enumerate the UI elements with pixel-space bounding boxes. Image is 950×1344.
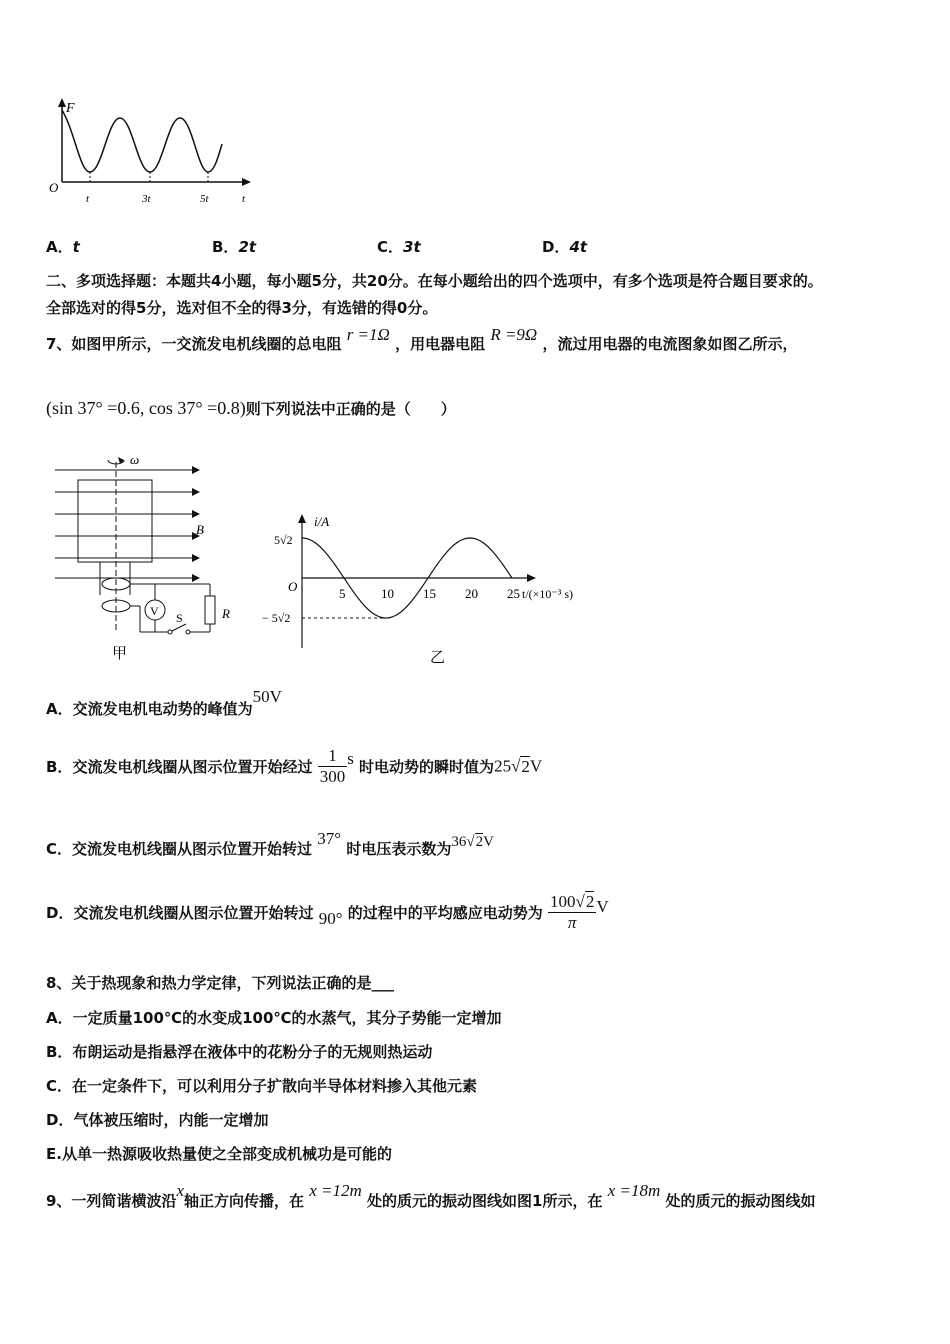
x-tick-label: 15	[423, 586, 436, 601]
q7-stem: 7、如图甲所示，一交流发电机线圈的总电阻 r =1Ω ，用电器电阻 R =9Ω ，流过用电器的电流图象如图乙所示，	[46, 325, 798, 353]
x-tick-label: 25	[507, 586, 520, 601]
generator-circuit-figure	[50, 450, 250, 665]
f-tick: 3t	[142, 193, 151, 205]
q9-stem: 9、一列简谐横波沿x轴正方向传播，在 x =12m 处的质元的振动图线如图1所示，在 x =18m 处的质元的振动图线如	[46, 1181, 816, 1210]
q8-stem: 8、关于热现象和热力学定律，下列说法正确的是___	[46, 974, 394, 992]
x-tick-label: 10	[381, 586, 394, 601]
q7-option-b[interactable]: B．交流发电机线圈从图示位置开始经过 $\frac{1}{300}$ s 时电动势的瞬时值为25√2V	[46, 746, 543, 786]
f-origin: O	[49, 180, 59, 195]
f-tick: 5t	[200, 193, 209, 205]
q8-option-b[interactable]: B．布朗运动是指悬浮在液体中的花粉分子的无规则热运动	[46, 1043, 433, 1061]
b-field-label: B	[196, 522, 204, 537]
resistor-label: R	[222, 606, 230, 621]
x-tick-label: 5	[339, 586, 346, 601]
q7-given: (sin 37° =0.6, cos 37° =0.8)则下列说法中正确的是（ ）	[46, 398, 456, 418]
option-a[interactable]: A．t	[46, 238, 80, 256]
f-curve	[62, 110, 222, 172]
force-time-graph	[40, 92, 270, 212]
q8-option-c[interactable]: C．在一定条件下，可以利用分子扩散向半导体材料掺入其他元素	[46, 1077, 478, 1095]
omega-label: ω	[130, 452, 140, 467]
f-axis-label: F	[66, 101, 75, 116]
x-axis-label: t/(×10⁻³ s)	[522, 587, 574, 601]
option-d[interactable]: D．4t	[542, 238, 588, 256]
current-time-graph	[252, 510, 602, 670]
q8-option-a[interactable]: A．一定质量100℃的水变成100℃的水蒸气，其分子势能一定增加	[46, 1009, 502, 1027]
origin-label: O	[288, 579, 298, 594]
section-instructions: 全部选对的得5分，选对但不全的得3分，有选错的得0分。	[46, 299, 438, 317]
switch-label: S	[176, 611, 183, 625]
option-b[interactable]: B．2t	[212, 238, 257, 256]
q8-option-e[interactable]: E.从单一热源吸收热量使之全部变成机械功是可能的	[46, 1145, 392, 1163]
section-heading: 二、多项选择题：本题共4小题，每小题5分，共20分。在每小题给出的四个选项中，有多个选项是符合题目要求的。	[46, 272, 823, 290]
x-tick-label: 20	[465, 586, 478, 601]
q8-option-d[interactable]: D．气体被压缩时，内能一定增加	[46, 1111, 269, 1129]
f-axis-y-arrow	[58, 98, 66, 107]
q7-option-c[interactable]: C．交流发电机线圈从图示位置开始转过 37° 时电压表示数为36√2V	[46, 829, 494, 858]
figure-caption-yi: 乙	[430, 650, 446, 666]
q7-option-d[interactable]: D．交流发电机线圈从图示位置开始转过 90° 的过程中的平均感应电动势为 $\frac{100√2}{\pi}$ V	[46, 892, 609, 932]
f-x-label: t	[242, 193, 246, 205]
f-axis-x-arrow	[242, 178, 251, 186]
y-axis-label: i/A	[314, 514, 330, 529]
f-tick: t	[86, 193, 90, 205]
figure-caption-jia: 甲	[112, 646, 128, 662]
neg-peak-label: − 5√2	[262, 611, 291, 625]
option-c[interactable]: C．3t	[377, 238, 421, 256]
pos-peak-label: 5√2	[274, 533, 293, 547]
voltmeter-label: V	[150, 604, 159, 618]
q7-option-a[interactable]: A．交流发电机电动势的峰值为50V	[46, 687, 282, 718]
